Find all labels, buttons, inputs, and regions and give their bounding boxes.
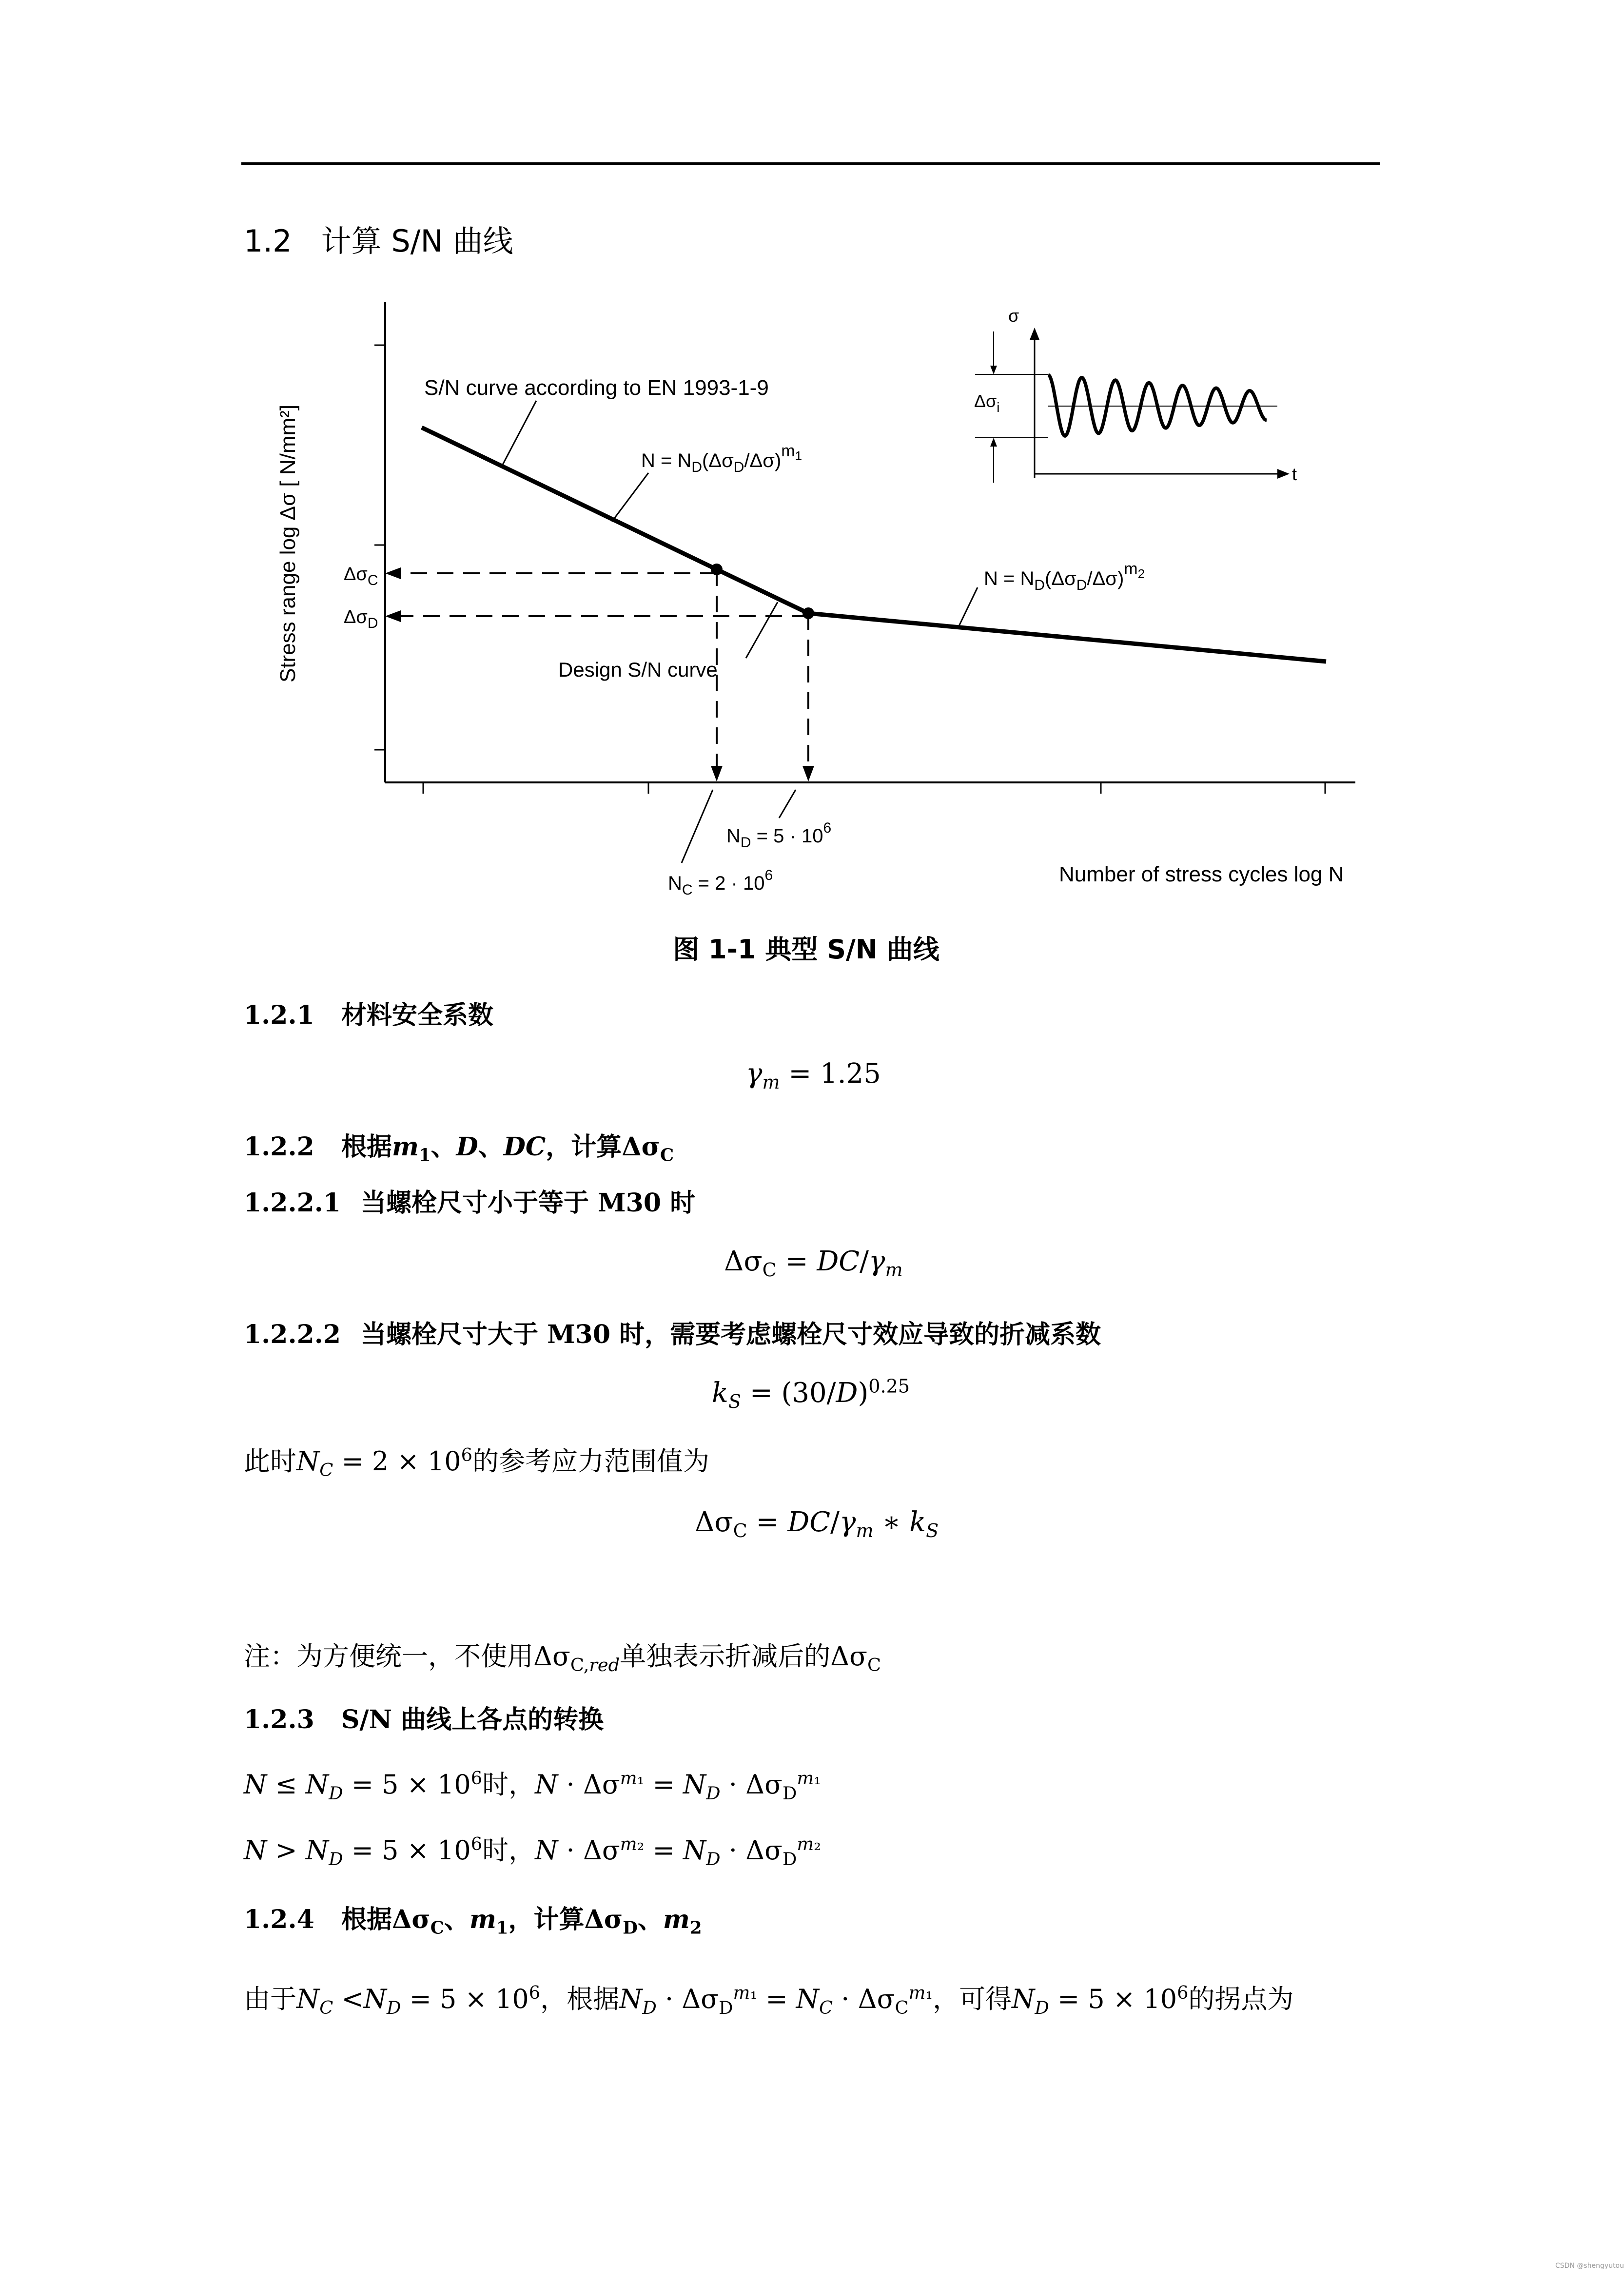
equation-m2: $N = N_D(\Delta\sigma_D/\Delta\sigma)^m_2$ bbox=[984, 560, 1145, 593]
curve-label: S/N curve according to EN 1993-1-9 bbox=[424, 376, 769, 400]
heading-1-2-2-1: 1.2.2.1 当螺栓尺寸小于等于 M30 时 bbox=[244, 1188, 696, 1218]
y-axis-label: Stress range log Δσ [ N/mm²] bbox=[276, 404, 300, 683]
section-title: 计算 S/N 曲线 bbox=[321, 223, 513, 259]
sn-curve-line bbox=[422, 428, 1326, 662]
note-paragraph: 注：为方便统一，不使用$\Delta\sigma_{C,red}$单独表示折减后的$\Delta\sigma_C$ bbox=[244, 1641, 881, 1676]
heading-1-2-2-2: 1.2.2.2 当螺栓尺寸大于 M30 时，需要考虑螺栓尺寸效应导致的折减系数 bbox=[244, 1320, 1101, 1349]
dsigma-d-label: $\Delta\sigma_D$ bbox=[344, 607, 378, 631]
inset-wave bbox=[1048, 375, 1267, 436]
nc-label: $N_C = 2 \cdot 10^6$ bbox=[668, 867, 773, 898]
equation-dsigma-c-basic: $\Delta\sigma_C = DC/\gamma_m$ bbox=[724, 1246, 903, 1281]
equation-m1: $N = N_D(\Delta\sigma_D/\Delta\sigma)^m_1$ bbox=[641, 442, 802, 475]
inset-t-label: t bbox=[1292, 464, 1297, 484]
sn-curve-figure bbox=[0, 0, 1612, 926]
equation-dsigma-c-reduced: $\Delta\sigma_C = DC/\gamma_m$ ∗ $k_S$ bbox=[695, 1506, 939, 1542]
conversion-line-1: $N \le N_D = 5 \times 10^6$时，$N \cdot \Delta\sigma^{m_1} = N_D \cdot \Delta\sigma_D^{m_1}$ bbox=[244, 1768, 821, 1804]
inset-time-history bbox=[974, 306, 1297, 484]
section-number: 1.2 bbox=[244, 223, 292, 259]
heading-1-2-3: 1.2.3 S/N 曲线上各点的转换 bbox=[244, 1705, 604, 1734]
x-axis-label: Number of stress cycles log N bbox=[1059, 862, 1344, 886]
heading-1-2-2: 1.2.2 根据$m_1$、D、DC，计算$\Delta\sigma_C$ bbox=[244, 1132, 674, 1166]
heading-1-2-4: 1.2.4 根据$\Delta\sigma_C$、$m_1$，计算$\Delta\sigma_D$、$m_2$ bbox=[244, 1905, 702, 1938]
equation-ks: $k_S = (30/D)^{0.25}$ bbox=[712, 1375, 910, 1413]
heading-1-2-1: 1.2.1 材料安全系数 bbox=[244, 1000, 494, 1030]
conversion-line-2: $N > N_D = 5 \times 10^6$时，$N \cdot \Delta\sigma^{m_2} = N_D \cdot \Delta\sigma_D^{m_2}$ bbox=[244, 1833, 821, 1870]
design-curve-label: Design S/N curve bbox=[558, 658, 718, 681]
paragraph-reference-stress: 此时$N_C = 2 \times 10^6$的参考应力范围值为 bbox=[244, 1444, 709, 1481]
inset-sigma-label: σ bbox=[1008, 306, 1019, 326]
equation-gamma-m: $\gamma_m = 1.25$ bbox=[746, 1058, 881, 1093]
watermark: CSDN @shengyutou bbox=[1555, 2262, 1624, 2270]
nd-label: $N_D = 5 \cdot 10^6$ bbox=[726, 820, 832, 851]
inflection-paragraph: 由于$N_C <N_D = 5 \times 10^6$，根据$N_D \cdot \Delta\sigma_D^{m_1} = N_C \cdot \Delta\sigma_C^{m_1}$，可得$N_D = 5 \times 10^6$的拐点为 bbox=[244, 1982, 1294, 2018]
inset-dsigma-label: $\Delta\sigma_i$ bbox=[974, 391, 1000, 415]
figure-caption: 图 1-1 典型 S/N 曲线 bbox=[673, 934, 939, 965]
dsigma-c-label: $\Delta\sigma_C$ bbox=[344, 564, 378, 588]
